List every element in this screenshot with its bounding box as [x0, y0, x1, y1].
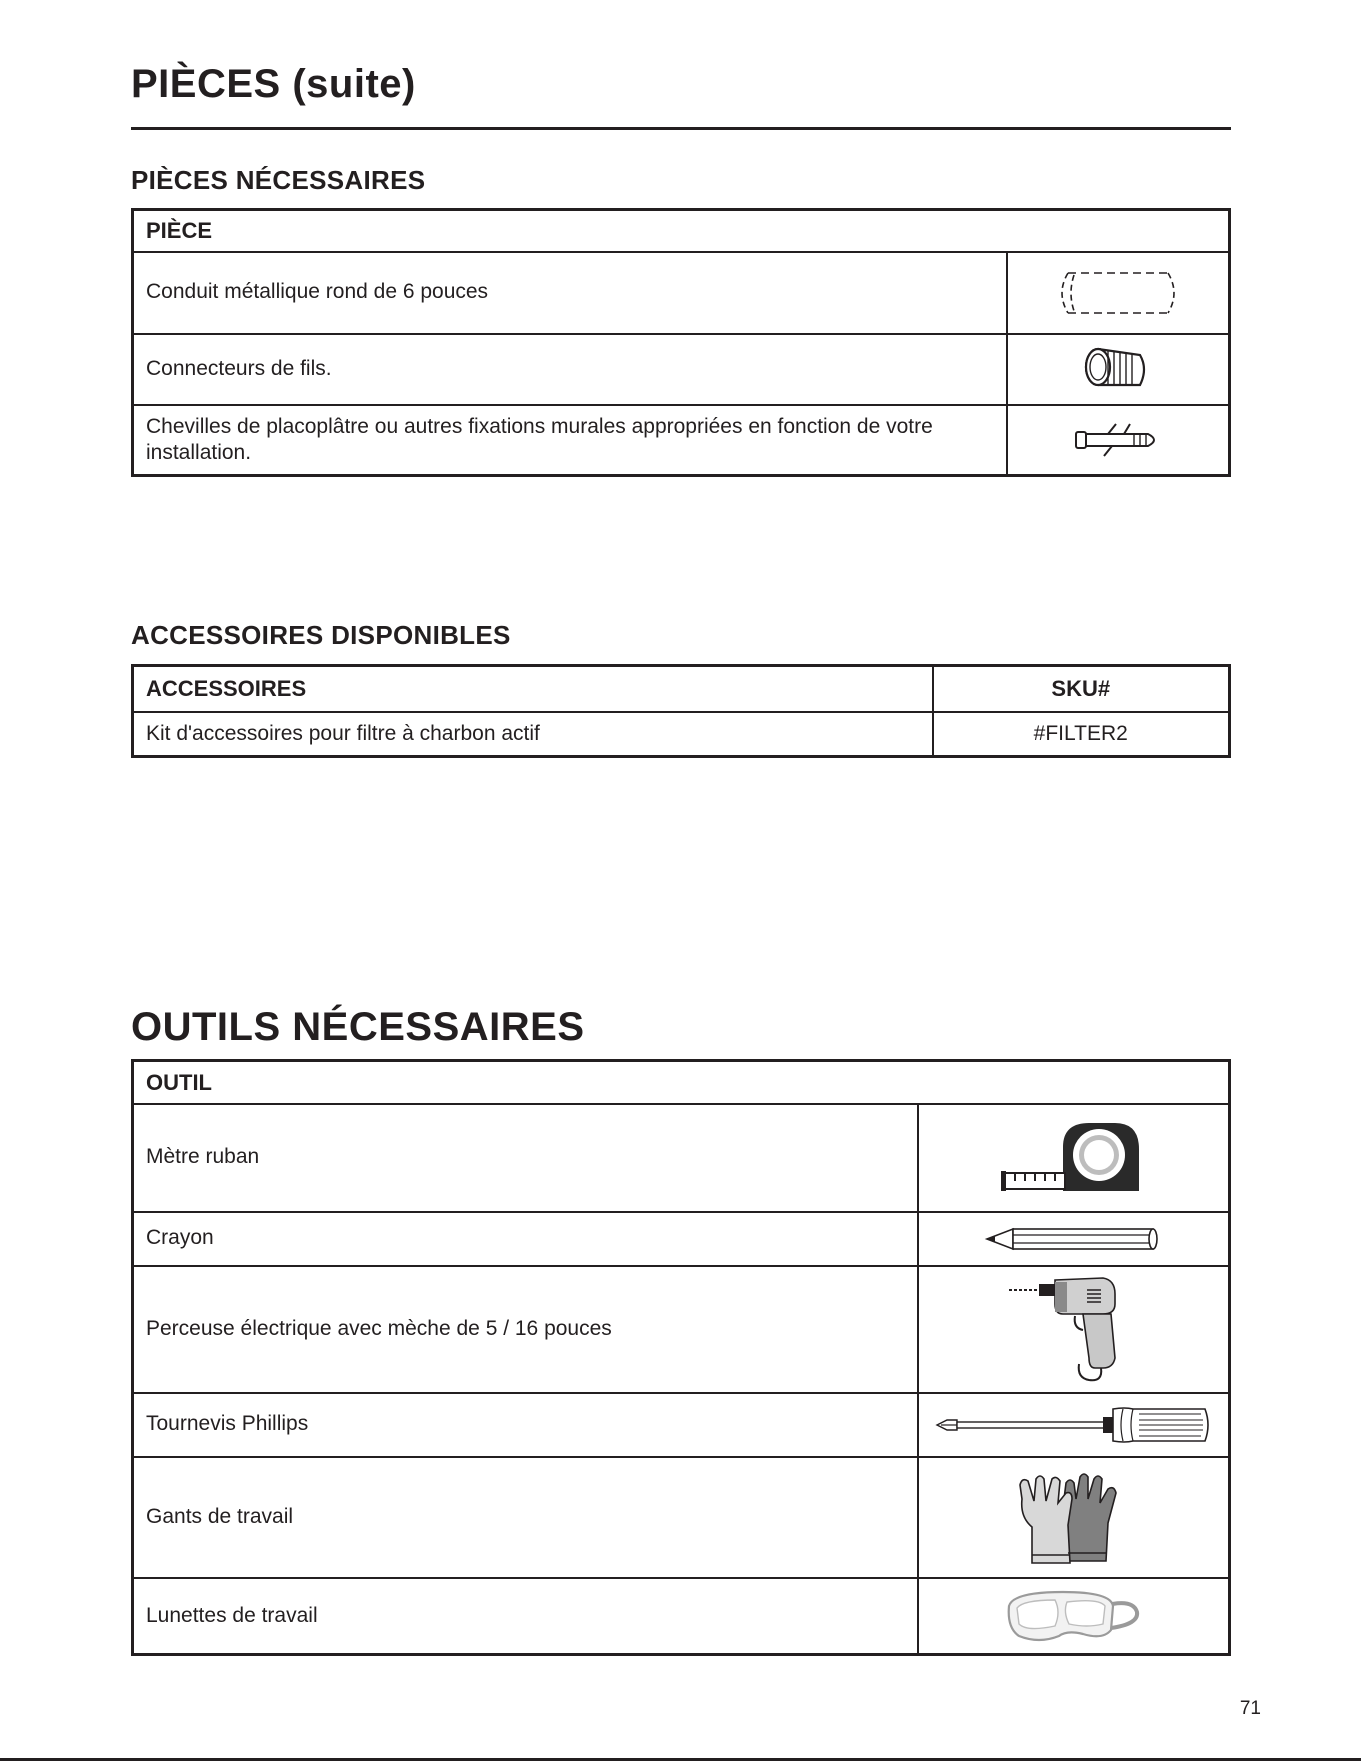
table-row: [133, 252, 1230, 334]
part-label: Connecteurs de fils.: [133, 334, 1007, 405]
tool-label: Gants de travail: [133, 1457, 918, 1578]
work-gloves-icon: [1008, 1465, 1138, 1569]
table-header-row: [133, 1061, 1230, 1104]
tool-label: Crayon: [133, 1212, 918, 1266]
part-image-cell: [1007, 252, 1230, 334]
column-header-accessories: ACCESSOIRES: [133, 666, 933, 712]
title-divider: [131, 127, 1231, 130]
table-row: [133, 334, 1230, 405]
part-label: Chevilles de placoplâtre ou autres fixations murales appropriées en fonction de votre installation.: [133, 405, 1007, 476]
table-row: [133, 712, 1230, 757]
page-number: 71: [1239, 1698, 1261, 1719]
page-title: PIÈCES (suite): [131, 62, 416, 106]
tools-heading: OUTILS NÉCESSAIRES: [131, 1005, 585, 1049]
accessories-table: [131, 664, 1231, 758]
column-header: OUTIL: [133, 1061, 1230, 1104]
table-header-row: [133, 210, 1230, 252]
accessory-label: Kit d'accessoires pour filtre à charbon actif: [133, 712, 933, 757]
tool-label: Lunettes de travail: [133, 1578, 918, 1655]
table-row: [133, 1393, 1230, 1457]
required-parts-heading: PIÈCES NÉCESSAIRES: [131, 165, 426, 195]
tool-image-cell: [918, 1393, 1230, 1457]
pencil-icon: [983, 1225, 1163, 1253]
table-row: [133, 1457, 1230, 1578]
table-row: [133, 1266, 1230, 1393]
required-parts-table: [131, 208, 1231, 477]
tool-image-cell: [918, 1457, 1230, 1578]
tool-label: Perceuse électrique avec mèche de 5 / 16 pouces: [133, 1266, 918, 1393]
part-image-cell: [1007, 405, 1230, 476]
table-row: [133, 1578, 1230, 1655]
table-row: [133, 1212, 1230, 1266]
part-image-cell: [1007, 334, 1230, 405]
column-header: PIÈCE: [133, 210, 1230, 252]
tool-image-cell: [918, 1578, 1230, 1655]
tool-image-cell: [918, 1212, 1230, 1266]
column-header-sku: SKU#: [933, 666, 1230, 712]
phillips-screwdriver-icon: [933, 1403, 1213, 1447]
tool-label: Tournevis Phillips: [133, 1393, 918, 1457]
power-drill-icon: [1003, 1274, 1143, 1384]
duct-icon: [1048, 267, 1188, 319]
tape-measure-icon: [993, 1115, 1153, 1201]
accessory-sku: #FILTER2: [933, 712, 1230, 757]
table-row: [133, 1104, 1230, 1212]
part-label: Conduit métallique rond de 6 pouces: [133, 252, 1007, 334]
tool-image-cell: [918, 1104, 1230, 1212]
table-header-row: [133, 666, 1230, 712]
wire-connector-icon: [1078, 341, 1158, 397]
table-row: [133, 405, 1230, 476]
accessories-heading: ACCESSOIRES DISPONIBLES: [131, 620, 511, 650]
tools-table: [131, 1059, 1231, 1656]
safety-goggles-icon: [1003, 1584, 1143, 1648]
tool-image-cell: [918, 1266, 1230, 1393]
tool-label: Mètre ruban: [133, 1104, 918, 1212]
wall-anchor-icon: [1068, 420, 1168, 460]
